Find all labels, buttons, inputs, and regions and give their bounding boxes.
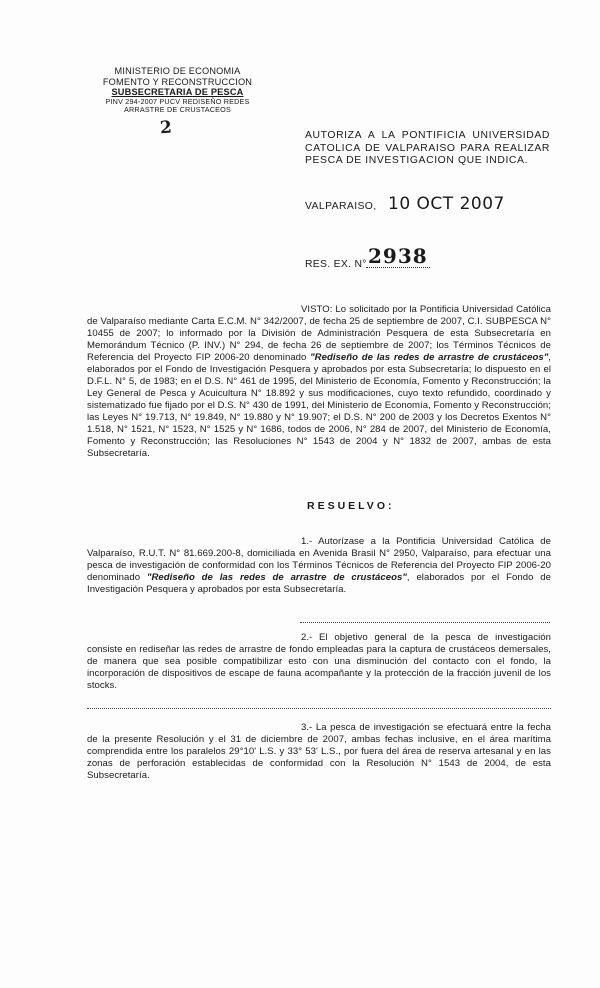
visto-lead: VISTO: Lo solicitado por la Pontificia Universidad <box>301 304 514 315</box>
item-2 <box>87 632 551 692</box>
visto-paragraph <box>87 304 551 460</box>
item-1-lead: 1.- Autorízase a la Pontificia Universidad Católica <box>301 536 534 547</box>
letterhead <box>80 66 275 115</box>
reference-line: PINV 294-2007 PUCV REDISEÑO REDES <box>105 96 250 106</box>
subsecretaria-line: SUBSECRETARIA DE PESCA <box>111 87 244 98</box>
ministry-line-2: FOMENTO Y RECONSTRUCCION <box>102 76 253 87</box>
handwritten-mark: 2 <box>159 117 173 139</box>
item-2-lead: 2.- El objetivo general de la pesca de investigación <box>301 632 551 643</box>
separator-dots-1 <box>300 622 550 623</box>
item-1 <box>87 536 551 596</box>
resolution-number: 2938 <box>368 244 428 268</box>
item-3-text: fecha de la presente Resolución y el 31 de diciembre de 2007, ambas fechas inclusive, en el área marítima comprendida entre los paralelos 29°10' L.S. y 33° 53' L.S., por fuera del área de reserva artesanal y en las zonas de perforación establecidas de conformidad con la Resolución N° 1543 de 2004, de esta Subsecretaría. <box>87 722 551 781</box>
item-3 <box>87 722 551 782</box>
item-1-text-a: de Valparaíso, R.U.T. N° 81.669.200-8, domiciliada en Avenida Brasil N° 2950, Valparaíso, para efectuar una pesca de investigación de conformidad con los Términos Técnicos de Referencia del Proyecto FIP 2006-20 denominado <box>87 536 552 583</box>
visto-text-a: Católica de Valparaíso mediante Carta E.C.M. N° 342/2007, de fecha 25 de septiembre de 2007, C.I. SUBPESCA N° 10455 de 2007; lo informado por la División de Administración Pesquera de esta Subsecretaría en Memorándum Técnico (P. INV.) N° 294, de fecha 26 de septiembre de 2007; los Términos Técnicos de Referencia del Proyecto FIP 2006-20 denominado <box>87 304 551 363</box>
visto-text-b: , elaborados por el Fondo de Investigación Pesquera y aprobados por esta Subsecretaría; lo dispuesto en el D.F.L. N° 5, de 1983; en el D.S. N° 461 de 1995, del Ministerio de Economía, Fomento y Reconstrucción; la Ley General de Pesca y Acuicultura N° 18.892 y sus modificaciones, cuyo texto refundido, coordinado y sistematizado fue fijado por el D.S. N° 430 de 1991, del Ministerio de Economía, Fomento y Reconstrucción; las Leyes N° 19.713, N° 19.849, N° 19.880 y N° 19.907; el D.S. N° 200 de 2003 y los Decretos Exentos N° 1.518, N° 1521, N° 1523, N° 1525 y N° 1686, todos de 2006, N° 284 de 2007, del Ministerio de Economía, Fomento y Reconstrucción; las Resoluciones N° 1543 de 2004 y N° 1832 de 2007, ambas de esta Subsecretaría. <box>87 352 551 459</box>
resolution-underline <box>366 267 430 268</box>
ministry-line: MINISTERIO DE ECONOMIA <box>114 66 241 76</box>
date-stamp: 10 OCT 2007 <box>388 194 505 214</box>
item-2-text: consiste en rediseñar las redes de arrastre de fondo empleadas para la captura de crustáceos demersales, de manera que sea posible compatibilizar esto con una disminución del contacto con el fondo, la incorporación de dispositivos de escape de fauna acompañante y la protección de la fracción juvenil de los stocks. <box>87 644 551 691</box>
resolution-label: RES. EX. N° <box>305 259 367 270</box>
item-1-project-title: "Rediseño de las redes de arrastre de crustáceos" <box>146 572 407 583</box>
subject-text: AUTORIZA A LA PONTIFICIA UNIVERSIDAD CATOLICA DE VALPARAISO PARA REALIZAR PESCA DE INVESTIGACION QUE INDICA. <box>305 130 550 167</box>
separator-dots-2 <box>87 708 551 709</box>
place-label: VALPARAISO, <box>305 201 377 212</box>
resuelvo-heading: RESUELVO: <box>307 500 395 512</box>
item-1-text-b: , elaborados por el Fondo de Investigación Pesquera y aprobados por esta Subsecretaría. <box>87 572 551 595</box>
project-title: "Rediseño de las redes de arrastre de crustáceos" <box>310 352 549 363</box>
item-3-lead: 3.- La pesca de investigación se efectuará entre la <box>301 722 524 733</box>
reference-line-2: ARRASTRE DE CRUSTACEOS <box>124 105 231 115</box>
